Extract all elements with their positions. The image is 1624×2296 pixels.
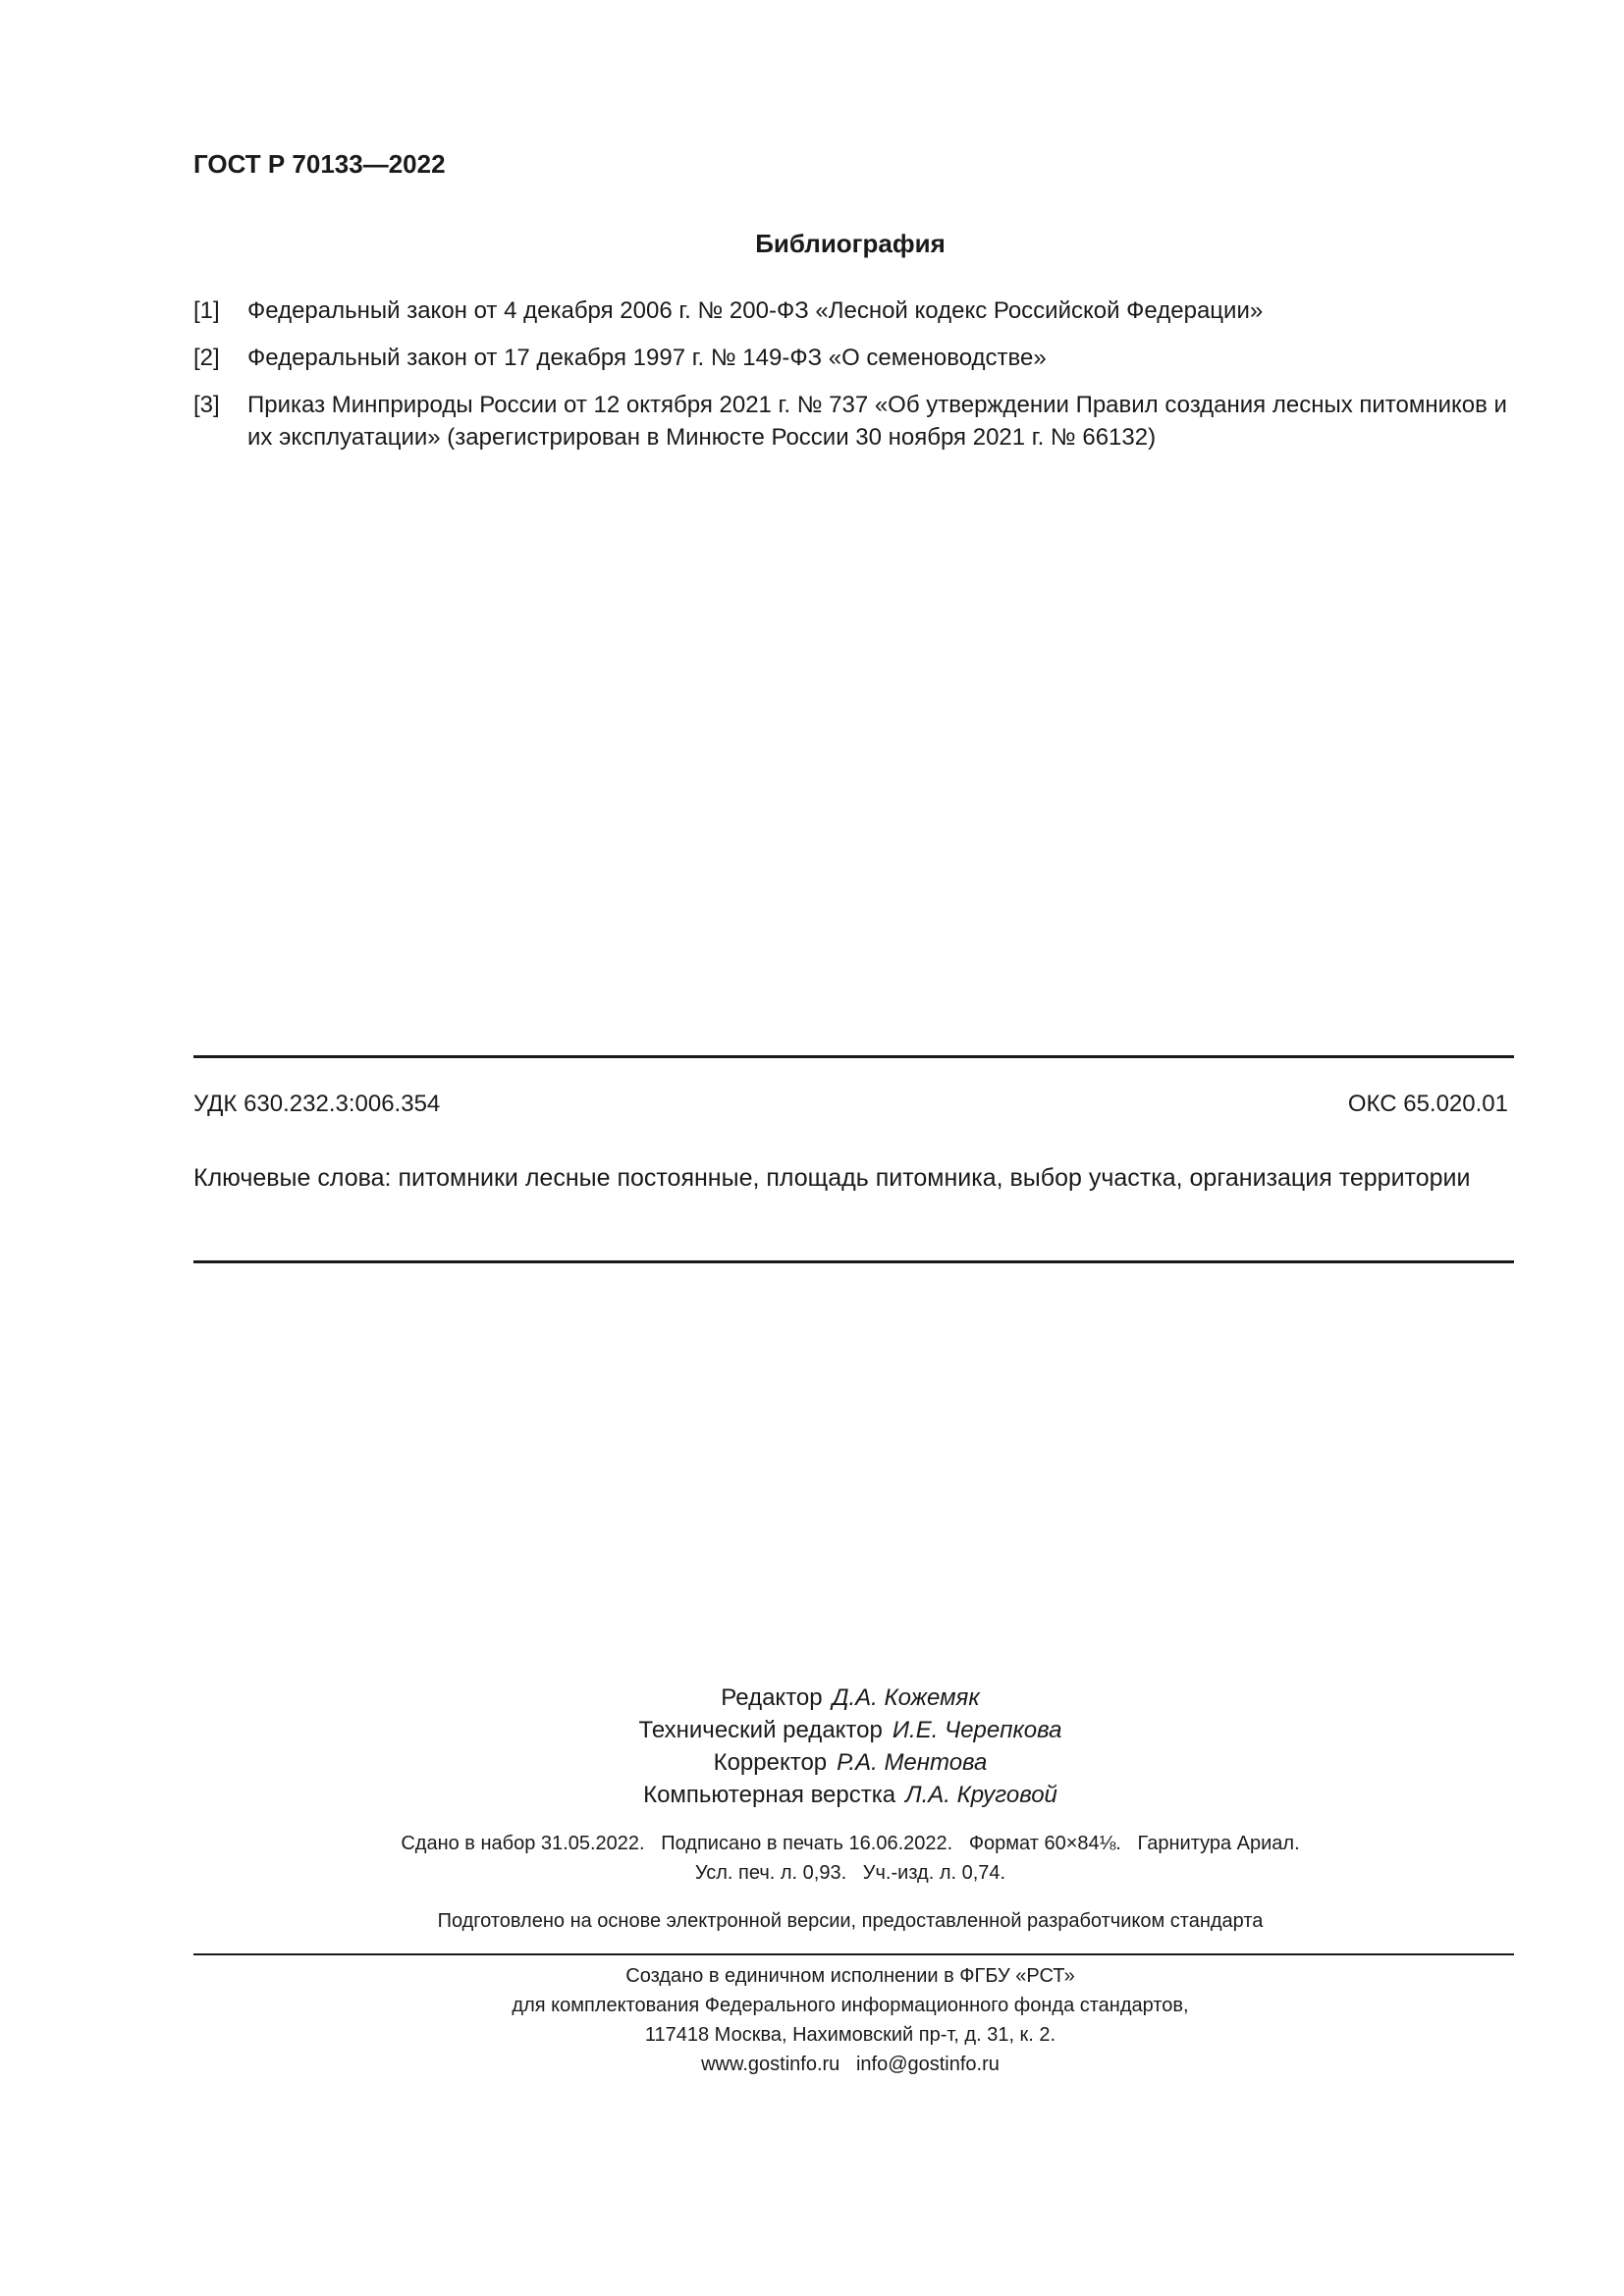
credit-name: Д.А. Кожемяк: [832, 1684, 980, 1711]
bibliography-item-number: [3]: [193, 392, 220, 418]
bibliography-item-number: [1]: [193, 297, 220, 324]
credit-line: [0, 1714, 1624, 1746]
oks-code: ОКС 65.020.01: [1347, 1091, 1508, 1117]
credit-role: Корректор: [713, 1749, 828, 1776]
divider-top: [193, 1055, 1514, 1058]
bibliography-title: Библиография: [755, 229, 946, 258]
bibliography-item: [193, 389, 1514, 454]
keywords: Ключевые слова: питомники лесные постоянные, площадь питомника, выбор участка, организация территории: [193, 1164, 1471, 1192]
credit-line: [0, 1779, 1624, 1811]
bibliography-list: [193, 294, 1514, 468]
credit-role: Компьютерная верстка: [643, 1782, 896, 1808]
credits-block: [0, 1682, 1624, 1811]
print-info: [0, 1829, 1624, 1888]
bibliography-item-text: Федеральный закон от 4 декабря 2006 г. № 200-ФЗ «Лесной кодекс Российской Федерации»: [247, 297, 1264, 324]
bibliography-item-number: [2]: [193, 345, 220, 371]
document-id: ГОСТ Р 70133—2022: [193, 149, 446, 179]
publisher-line: www.gostinfo.ru info@gostinfo.ru: [701, 2054, 1000, 2075]
credit-role: Редактор: [721, 1684, 823, 1711]
credit-name: Р.А. Ментова: [837, 1749, 988, 1776]
publisher-line: 117418 Москва, Нахимовский пр-т, д. 31, к. 2.: [644, 2024, 1056, 2046]
print-info-line: Сдано в набор 31.05.2022. Подписано в печать 16.06.2022. Формат 60×84⅛. Гарнитура Ариал.: [401, 1833, 1300, 1854]
credit-name: И.Е. Черепкова: [892, 1717, 1062, 1743]
prepared-note: Подготовлено на основе электронной версии, предоставленной разработчиком стандарта: [437, 1910, 1264, 1932]
publisher-line: Создано в единичном исполнении в ФГБУ «РСТ»: [625, 1965, 1075, 1987]
bibliography-item: [193, 342, 1514, 374]
divider-publisher: [193, 1953, 1514, 1955]
credit-line: [0, 1682, 1624, 1714]
divider-keywords: [193, 1260, 1514, 1263]
bibliography-item-text: Федеральный закон от 17 декабря 1997 г. № 149-ФЗ «О семеноводстве»: [247, 345, 1047, 371]
credit-name: Л.А. Круговой: [905, 1782, 1057, 1808]
bibliography-item-text: Приказ Минприроды России от 12 октября 2021 г. № 737 «Об утверждении Правил создания лесных питомников и их эксплуатации» (зарегистрирован в Минюсте России 30 ноября 2021 г. № 66132): [247, 392, 1507, 451]
print-info-line: Усл. печ. л. 0,93. Уч.-изд. л. 0,74.: [694, 1862, 1006, 1884]
publisher-line: для комплектования Федерального информационного фонда стандартов,: [512, 1995, 1189, 2016]
publisher-block: [0, 1961, 1624, 2079]
udk-code: УДК 630.232.3:006.354: [193, 1091, 441, 1117]
bibliography-item: [193, 294, 1514, 327]
credit-line: [0, 1746, 1624, 1779]
credit-role: Технический редактор: [638, 1717, 883, 1743]
